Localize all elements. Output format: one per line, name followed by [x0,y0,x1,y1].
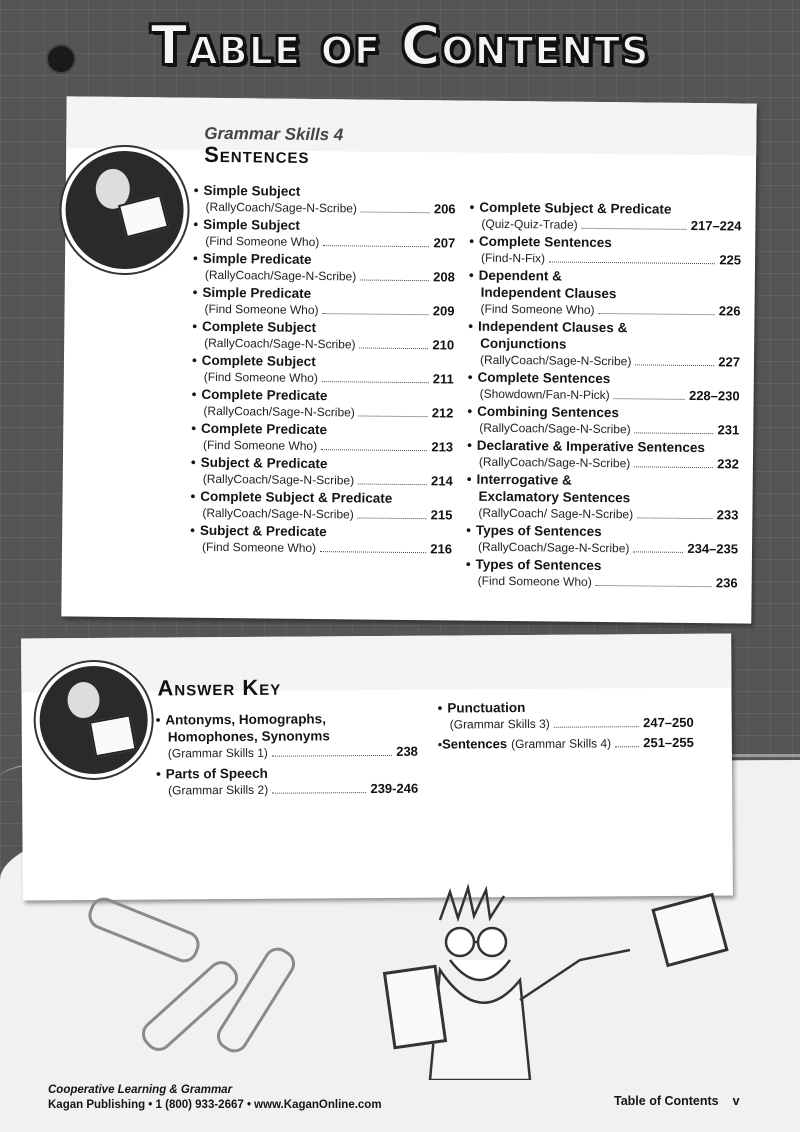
toc-entry-activity: (Quiz-Quiz-Trade) [481,216,578,232]
toc-entry [156,764,418,799]
toc-entry-activity: (RallyCoach/Sage-N-Scribe) [205,199,358,216]
section-title: Answer Key [157,674,282,701]
dot-leader [361,211,430,213]
toc-entry-page: 208 [433,269,455,285]
toc-entry-page: 211 [432,371,454,387]
toc-entry [467,437,739,473]
toc-entry-detail [468,352,740,371]
dot-leader [549,261,715,264]
dot-leader [637,517,713,519]
footer-book-title: Cooperative Learning & Grammar [48,1084,233,1096]
toc-entry [190,488,452,524]
dot-leader [358,517,427,519]
toc-entry [438,698,694,733]
dot-leader [272,755,392,757]
toc-entry-detail [467,420,739,439]
toc-entry-title: • Subject & Predicate [191,454,453,474]
toc-entry-detail [438,715,694,733]
toc-entry-title: Independent Clauses [480,284,617,302]
toc-entry-activity: (Find Someone Who) [477,573,592,589]
toc-entry [466,556,738,592]
dot-leader [360,347,429,349]
answer-key-right-column [438,698,694,757]
toc-entry-page: 214 [430,473,453,489]
toc-entry-title: • Types of Sentences [466,522,738,542]
toc-entry-page: 217–224 [690,217,742,234]
answer-key-left-column [156,710,419,803]
card-header-band [66,96,757,155]
toc-entry [192,352,454,388]
answer-key-card [21,634,733,901]
toc-entry-detail [469,250,741,269]
page-number: v [732,1094,740,1108]
section-title: Sentences [204,141,310,168]
toc-entry-detail [467,454,739,473]
toc-entry-activity: (Find-N-Fix) [481,250,546,266]
toc-entry [156,710,418,762]
toc-entry-page: 233 [716,507,739,523]
toc-entry-title: Sentences [441,736,508,752]
toc-entry-title: • Simple Predicate [193,250,455,270]
toc-entry-detail [191,437,453,456]
toc-entry-activity: (Find Someone Who) [203,437,318,454]
dot-leader [634,466,713,468]
toc-entry [193,250,455,286]
dot-leader [633,551,683,553]
toc-entry [469,199,741,235]
toc-entry-activity: (Find Someone Who) [205,233,320,250]
footer-right [614,1094,740,1108]
toc-entry-page: 231 [717,422,740,438]
toc-entry-title: • Complete Predicate [191,420,453,440]
toc-entry-title: • Punctuation [438,698,694,717]
toc-entry-detail [190,505,452,524]
toc-entry-detail [469,216,741,235]
toc-entry-activity: (Grammar Skills 1) [167,745,268,761]
dot-leader [323,313,429,315]
toc-entry [191,386,453,422]
toc-entry-detail [468,386,740,405]
dot-leader [615,746,639,747]
toc-entry-activity: (Grammar Skills 3) [449,716,550,732]
toc-entry-page: 251–255 [643,734,694,751]
toc-entry-page: 209 [432,303,455,319]
toc-entry-page: 247–250 [643,714,694,731]
toc-entry-activity: (RallyCoach/Sage-N-Scribe) [477,539,630,556]
toc-entry-activity: (RallyCoach/Sage-N-Scribe) [202,505,354,522]
dot-leader [359,415,428,417]
toc-entry-title: Exclamatory Sentences [478,488,631,506]
toc-entry-detail [193,267,455,286]
toc-entry-title: • Complete Subject & Predicate [190,488,452,508]
binder-hole [46,44,76,74]
dot-leader [323,245,429,247]
toc-entry [468,369,740,405]
dot-leader [614,398,685,400]
toc-entry-detail [466,505,738,524]
toc-entry-activity: (RallyCoach/Sage-N-Scribe) [203,403,355,420]
toc-entry-activity: (RallyCoach/Sage-N-Scribe) [479,352,632,369]
toc-entry-title: • Dependent & [469,267,741,287]
toc-entry-page: 216 [430,541,453,557]
toc-entry-detail [466,573,738,592]
dot-leader [320,551,426,553]
dot-leader [635,432,714,434]
toc-entry-title: • Complete Subject & Predicate [470,199,742,219]
toc-entry-page: 225 [719,252,742,268]
toc-entry-title: • Antonyms, Homographs, [156,710,418,729]
toc-entry [191,420,453,456]
toc-entry-activity: (RallyCoach/Sage-N-Scribe) [479,420,631,437]
toc-entry-detail [468,301,740,320]
toc-entry [438,735,694,753]
toc-entry [466,522,738,558]
toc-entry-detail: • Sentences (Grammar Skills 4) 251–255 [437,734,694,752]
sentences-right-column [466,199,742,593]
dot-leader [360,279,429,281]
toc-entry [468,267,741,320]
dot-leader [272,792,366,794]
toc-entry-activity: (RallyCoach/ Sage-N-Scribe) [478,505,634,522]
toc-entry-page: 215 [430,507,453,523]
dot-leader [554,726,639,728]
sentences-left-column [190,182,456,559]
dot-leader [599,313,715,315]
toc-entry-activity: (Find Someone Who) [204,301,319,318]
toc-entry-title: • Complete Sentences [469,233,741,253]
toc-entry-activity: (Showdown/Fan-N-Pick) [479,386,610,403]
toc-entry-detail [191,403,453,422]
student-girl-icon [61,146,188,273]
toc-entry-detail [193,233,455,252]
section-subtitle: Grammar Skills 4 [204,123,344,145]
toc-entry-activity: (RallyCoach/Sage-N-Scribe) [202,471,355,488]
toc-entry-detail [192,301,454,320]
toc-entry-detail [190,539,452,558]
dot-leader [322,381,429,383]
sentences-card [61,96,756,623]
toc-entry-title: • Interrogative & [467,471,739,491]
toc-entry-page: 228–230 [688,387,740,404]
toc-entry-title: • Combining Sentences [467,403,739,423]
toc-entry-page: 210 [432,337,455,353]
toc-entry-page: 206 [433,201,456,217]
toc-entry-page: 226 [718,303,741,319]
footer-publisher: Kagan Publishing • 1 (800) 933-2667 • www.KaganOnline.com [48,1099,382,1111]
toc-entry [192,284,454,320]
toc-entry-detail [194,199,456,218]
toc-entry-activity: (Grammar Skills 2) [168,782,269,798]
toc-entry-title: • Complete Subject [192,352,454,372]
toc-entry-title: • Complete Subject [192,318,454,338]
toc-entry-detail [191,471,453,490]
toc-entry-detail [156,781,418,799]
toc-entry-detail [466,539,738,558]
toc-entry-page: 234–235 [687,540,739,557]
toc-entry [468,318,741,371]
toc-entry [190,522,452,558]
toc-entry [194,182,456,218]
toc-entry-detail [192,369,454,388]
toc-entry-activity: (RallyCoach/Sage-N-Scribe) [204,267,357,284]
footer-section-label: Table of Contents [614,1094,719,1108]
toc-entry-title: • Simple Predicate [193,284,455,304]
toc-entry-title: Conjunctions [480,335,567,352]
toc-entry-activity: (Find Someone Who) [201,539,317,556]
toc-entry-activity: (Find Someone Who) [203,369,318,386]
toc-entry-page: 212 [431,405,454,421]
toc-entry-title: • Declarative & Imperative Sentences [467,437,739,457]
toc-entry-activity: (Grammar Skills 4) [511,736,612,752]
toc-entry-title: • Complete Predicate [192,386,454,406]
page-title: Table of Contents [150,14,650,77]
toc-entry-title: • Simple Subject [194,182,456,202]
toc-entry-title: • Parts of Speech [156,764,418,783]
toc-entry-activity: (RallyCoach/Sage-N-Scribe) [204,335,356,352]
toc-entry [466,471,739,524]
dot-leader [596,585,712,587]
toc-entry-page: 232 [717,456,740,472]
footer-left [48,1083,382,1113]
toc-entry-title: • Simple Subject [193,216,455,236]
cooperative-learning-sign [383,965,447,1050]
toc-entry-page: 239-246 [370,780,419,797]
toc-entry [193,216,455,252]
toc-entry-detail [192,335,454,354]
dot-leader [321,449,427,451]
toc-entry-page: 213 [431,439,454,455]
dot-leader [635,364,714,366]
toc-entry-page: 227 [718,354,741,370]
toc-entry-title: Homophones, Synonyms [167,728,330,745]
toc-entry-page: 238 [396,743,418,759]
toc-entry-title: • Independent Clauses & [468,318,740,338]
toc-entry-title: • Subject & Predicate [190,522,452,542]
toc-entry-detail [156,744,418,762]
student-reading-icon [35,662,152,779]
toc-entry [192,318,454,354]
toc-entry-title: • Types of Sentences [466,556,738,576]
toc-entry-page: 236 [715,575,738,591]
toc-entry-title: • Complete Sentences [468,369,740,389]
dot-leader [582,228,687,230]
toc-entry [469,233,741,269]
dot-leader [358,483,427,485]
toc-entry-activity: (Find Someone Who) [480,301,595,317]
toc-entry [467,403,739,439]
toc-entry [191,454,453,490]
toc-entry-activity: (RallyCoach/Sage-N-Scribe) [478,454,631,471]
toc-entry-page: 207 [433,235,456,251]
